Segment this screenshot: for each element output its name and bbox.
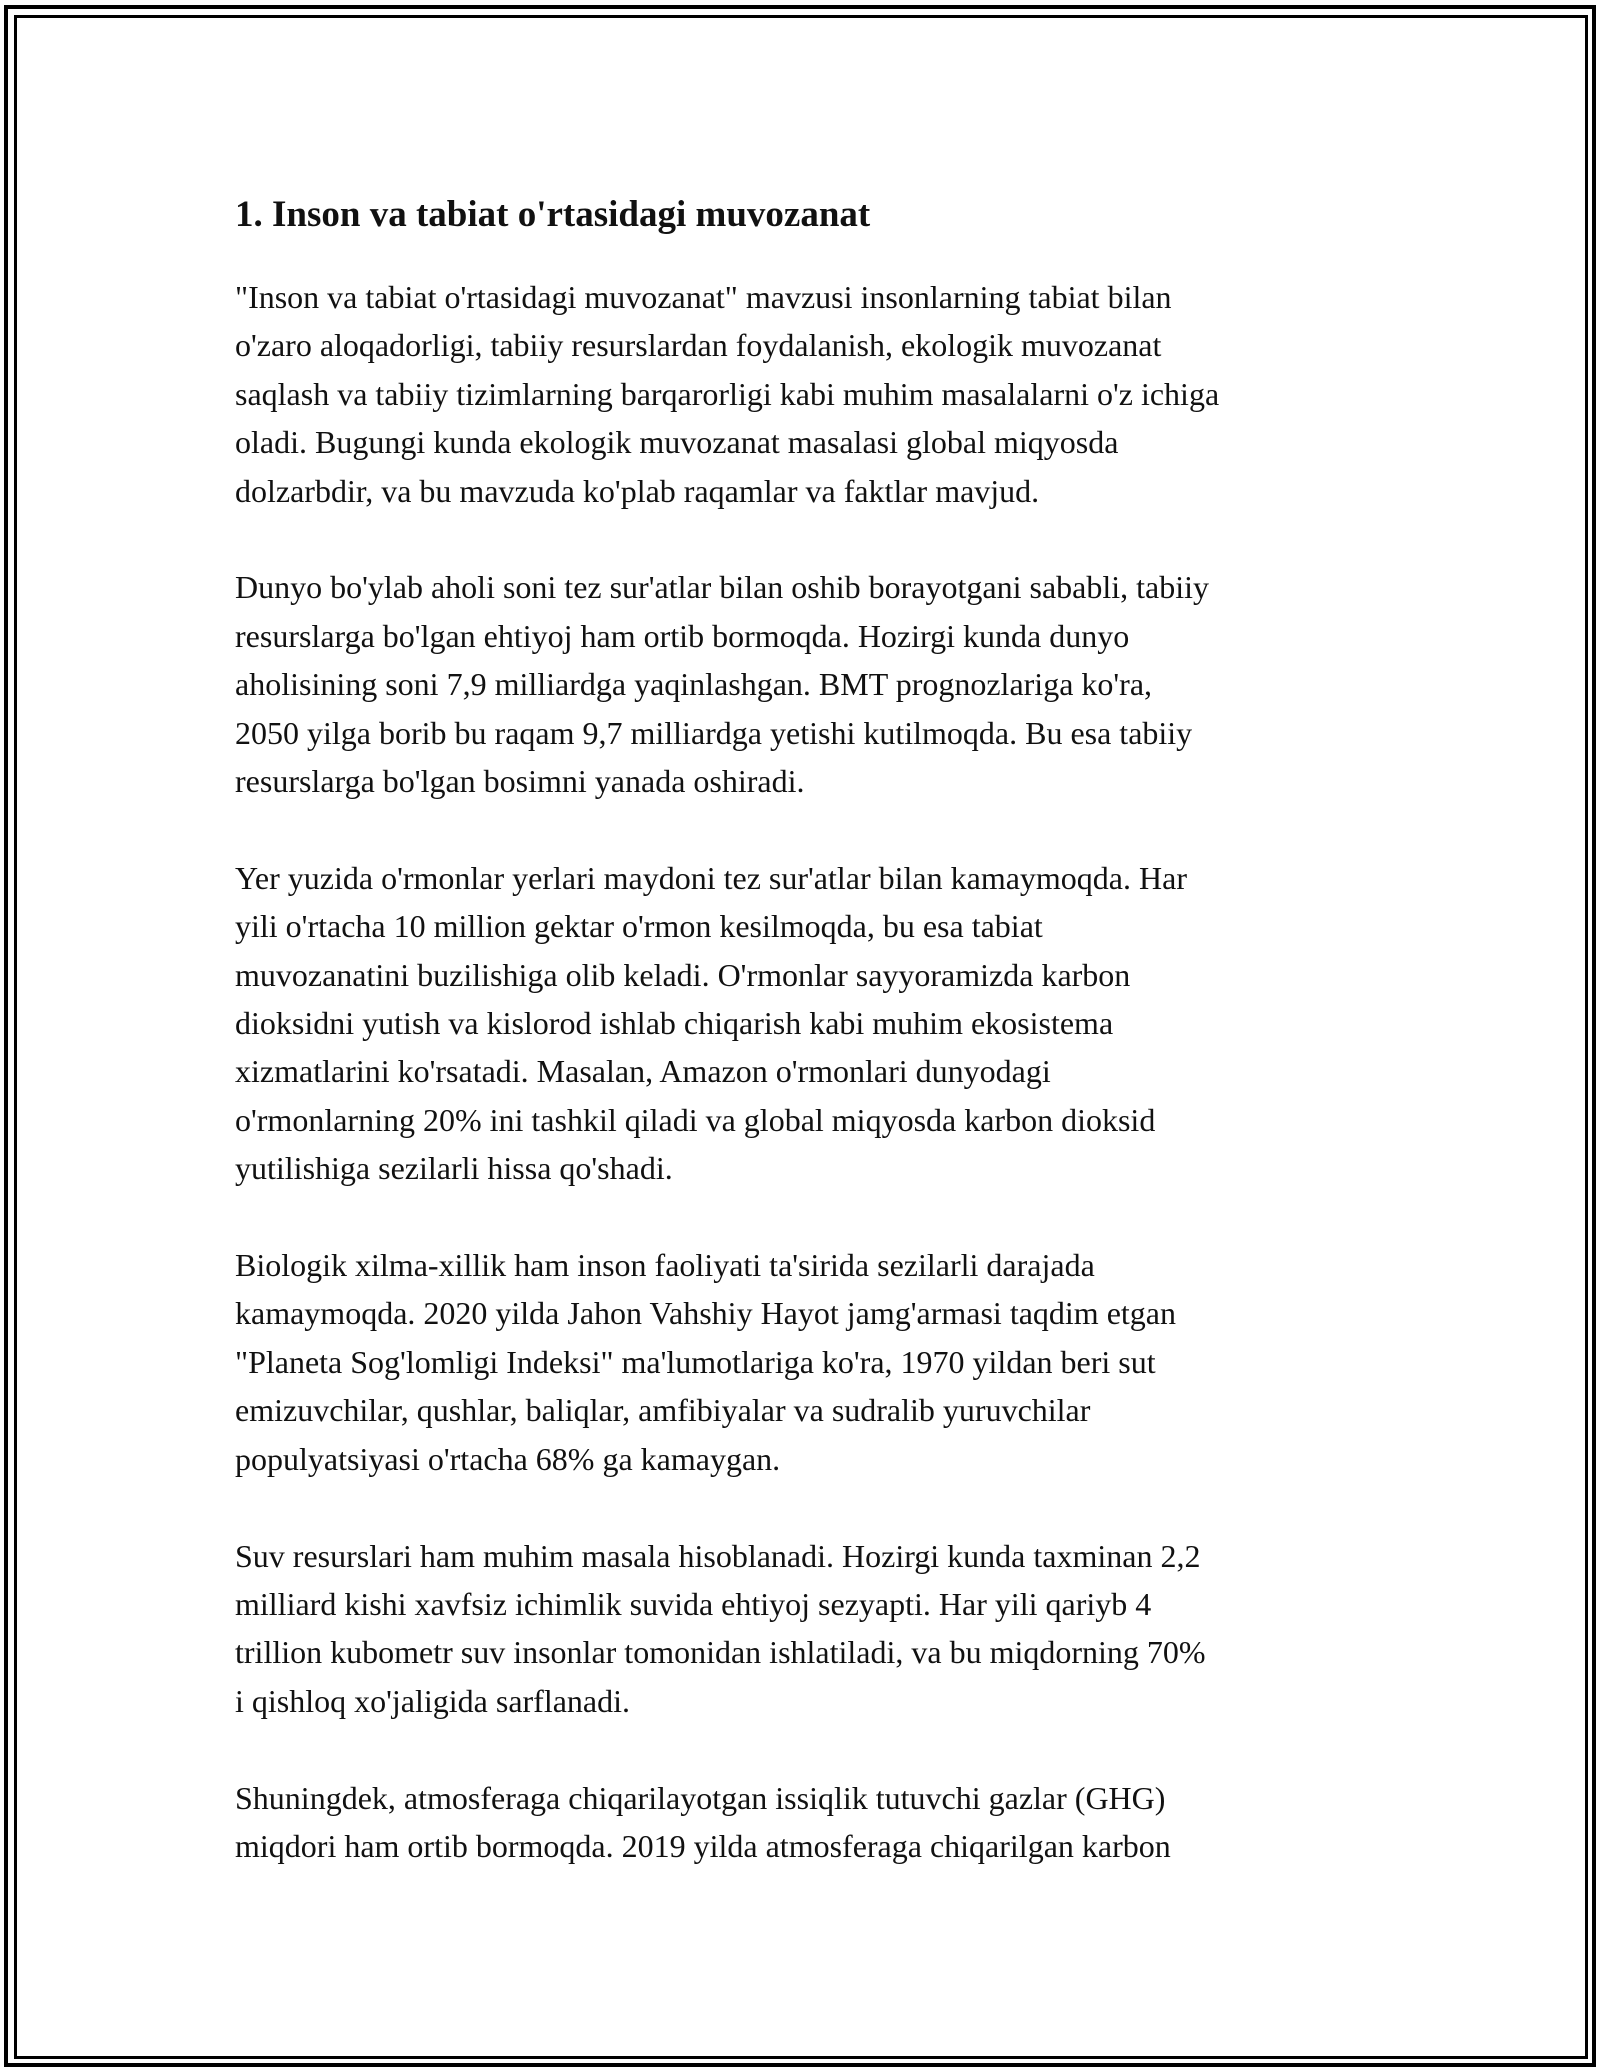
- text-line: emizuvchilar, qushlar, baliqlar, amfibiyalar va sudralib yuruvchilar: [235, 1392, 1091, 1429]
- text-line: milliard kishi xavfsiz ichimlik suvida ehtiyoj sezyapti. Har yili qariyb 4: [235, 1585, 1152, 1622]
- text-line: Shuningdek, atmosferaga chiqarilayotgan issiqlik tutuvchi gazlar (GHG): [235, 1779, 1166, 1816]
- text-line: trillion kubometr suv insonlar tomonidan ishlatiladi, va bu miqdorning 70%: [235, 1634, 1206, 1671]
- text-line: 2050 yilga borib bu raqam 9,7 milliardga yetishi kutilmoqda. Bu esa tabiiy: [235, 714, 1193, 751]
- text-line: saqlash va tabiiy tizimlarning barqarorligi kabi muhim masalalarni o'z ichiga: [235, 375, 1220, 412]
- text-line: kamaymoqda. 2020 yilda Jahon Vahshiy Hayot jamg'armasi taqdim etgan: [235, 1295, 1176, 1332]
- text-line: i qishloq xo'jaligida sarflanadi.: [235, 1682, 631, 1719]
- text-line: dolzarbdir, va bu mavzuda ko'plab raqamlar va faktlar mavjud.: [235, 472, 1040, 509]
- text-line: yutilishiga sezilarli hissa qo'shadi.: [235, 1150, 673, 1187]
- text-line: Biologik xilma-xillik ham inson faoliyati ta'sirida sezilarli darajada: [235, 1247, 1095, 1284]
- text-line: o'rmonlarning 20% ini tashkil qiladi va global miqyosda karbon dioksid: [235, 1101, 1156, 1138]
- text-line: "Planeta Sog'lomligi Indeksi" ma'lumotlariga ko'ra, 1970 yildan beri sut: [235, 1343, 1156, 1380]
- text-line: miqdori ham ortib bormoqda. 2019 yilda atmosferaga chiqarilgan karbon: [235, 1827, 1171, 1864]
- text-line: "Inson va tabiat o'rtasidagi muvozanat" mavzusi insonlarning tabiat bilan: [235, 279, 1172, 315]
- text-line: aholisining soni 7,9 milliardga yaqinlashgan. BMT prognozlariga ko'ra,: [235, 666, 1153, 703]
- text-line: resurslarga bo'lgan ehtiyoj ham ortib bormoqda. Hozirgi kunda dunyo: [235, 617, 1130, 654]
- text-line: oladi. Bugungi kunda ekologik muvozanat masalasi global miqyosda: [235, 424, 1119, 461]
- paragraph: [235, 1774, 1365, 1871]
- text-line: yili o'rtacha 10 million gektar o'rmon kesilmoqda, bu esa tabiat: [235, 908, 1043, 945]
- paragraph: [235, 854, 1365, 1193]
- section-heading: 1. Inson va tabiat o'rtasidagi muvozanat: [235, 194, 871, 235]
- text-line: resurslarga bo'lgan bosimni yanada oshiradi.: [235, 763, 805, 800]
- text-line: Dunyo bo'ylab aholi soni tez sur'atlar bilan oshib borayotgani sababli, tabiiy: [235, 569, 1209, 606]
- text-line: Yer yuzida o'rmonlar yerlari maydoni tez sur'atlar bilan kamaymoqda. Har: [235, 859, 1187, 896]
- paragraph: [235, 273, 1365, 515]
- paragraph: [235, 1532, 1365, 1726]
- document-content: [235, 185, 1365, 1919]
- text-line: dioksidni yutish va kislorod ishlab chiqarish kabi muhim ekosistema: [235, 1005, 1114, 1042]
- text-line: o'zaro aloqadorligi, tabiiy resurslardan foydalanish, ekologik muvozanat: [235, 327, 1162, 364]
- text-line: Suv resurslari ham muhim masala hisoblanadi. Hozirgi kunda taxminan 2,2: [235, 1537, 1201, 1574]
- paragraph: [235, 563, 1365, 805]
- text-line: muvozanatini buzilishiga olib keladi. O'rmonlar sayyoramizda karbon: [235, 956, 1131, 993]
- text-line: populyatsiyasi o'rtacha 68% ga kamaygan.: [235, 1440, 781, 1477]
- text-line: xizmatlarini ko'rsatadi. Masalan, Amazon o'rmonlari dunyodagi: [235, 1053, 1051, 1090]
- paragraph: [235, 1241, 1365, 1483]
